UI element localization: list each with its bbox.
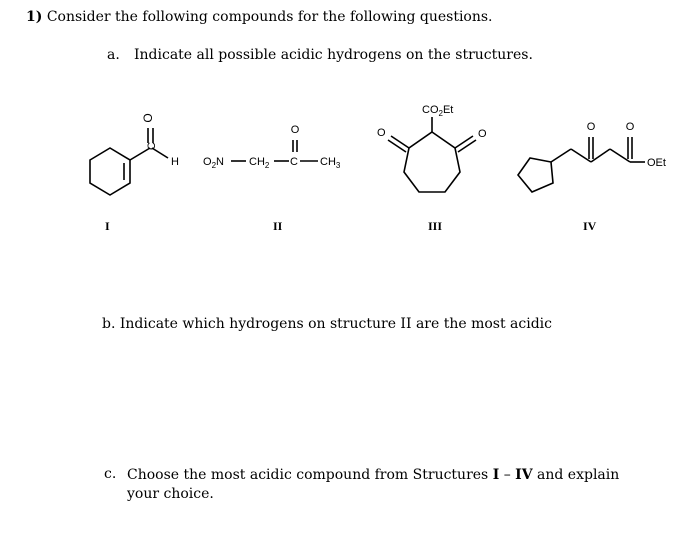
structure-ii-o2n: $O_2N$ xyxy=(203,156,224,170)
structure-iii-co2et: $CO_2Et$ xyxy=(422,104,454,118)
part-b-text: Indicate which hydrogens on structure II are the most acidic xyxy=(119,316,553,332)
structure-iv-bond1 xyxy=(551,149,571,162)
structure-iv-o2: O xyxy=(625,121,635,133)
part-c-text-2: – xyxy=(499,467,516,483)
part-b-label: b. xyxy=(102,316,116,332)
part-c-label: c. xyxy=(104,466,117,482)
structure-i-c: C xyxy=(146,142,158,150)
structure-i-o: O xyxy=(141,113,155,123)
part-c-text-1: Choose the most acidic compound from Structures xyxy=(127,467,493,483)
structure-iii-ring xyxy=(404,132,460,192)
part-b xyxy=(102,316,552,332)
structure-ii-ch2: $CH_2$ xyxy=(249,156,270,170)
part-c-bold-2: IV xyxy=(515,467,533,483)
structure-ii-c: C xyxy=(290,156,298,168)
structure-iv-bond3 xyxy=(591,149,610,162)
question-prompt: Consider the following compounds for the following questions. xyxy=(46,9,493,25)
structure-i xyxy=(90,113,179,195)
structure-iv-bond4 xyxy=(610,149,630,162)
structure-iv-bond2 xyxy=(571,149,591,162)
structure-ii xyxy=(203,124,341,170)
structure-iii-o-right: O xyxy=(478,128,487,140)
label-ii: II xyxy=(273,219,283,233)
structure-ii-o: O xyxy=(290,124,300,136)
part-a-label: a. xyxy=(107,47,120,63)
structure-i-h: H xyxy=(171,156,179,168)
structure-ii-ch3: $CH_3$ xyxy=(320,156,341,170)
part-c-text-3: and explain your choice. xyxy=(127,467,620,502)
label-iv: IV xyxy=(583,219,597,233)
label-i: I xyxy=(105,219,110,233)
question-number: 1) xyxy=(26,9,43,25)
structure-iv-oet: OEt xyxy=(647,157,666,169)
structure-iii-co-left2 xyxy=(388,140,406,152)
structure-iii-co-right2 xyxy=(458,140,476,152)
structure-iv-ring xyxy=(518,158,553,192)
structure-iv-o1: O xyxy=(586,121,596,133)
structure-iii-o-left: O xyxy=(377,127,386,139)
part-c-bold-1: I xyxy=(492,467,500,483)
structure-iii-co-right xyxy=(455,136,473,148)
structure-iii-co-left xyxy=(391,136,409,148)
structure-iv xyxy=(518,121,666,192)
part-c-text xyxy=(127,466,647,504)
part-a-text: Indicate all possible acidic hydrogens on the structures. xyxy=(134,47,533,63)
label-iii: III xyxy=(428,219,443,233)
structure-iii xyxy=(377,104,487,192)
